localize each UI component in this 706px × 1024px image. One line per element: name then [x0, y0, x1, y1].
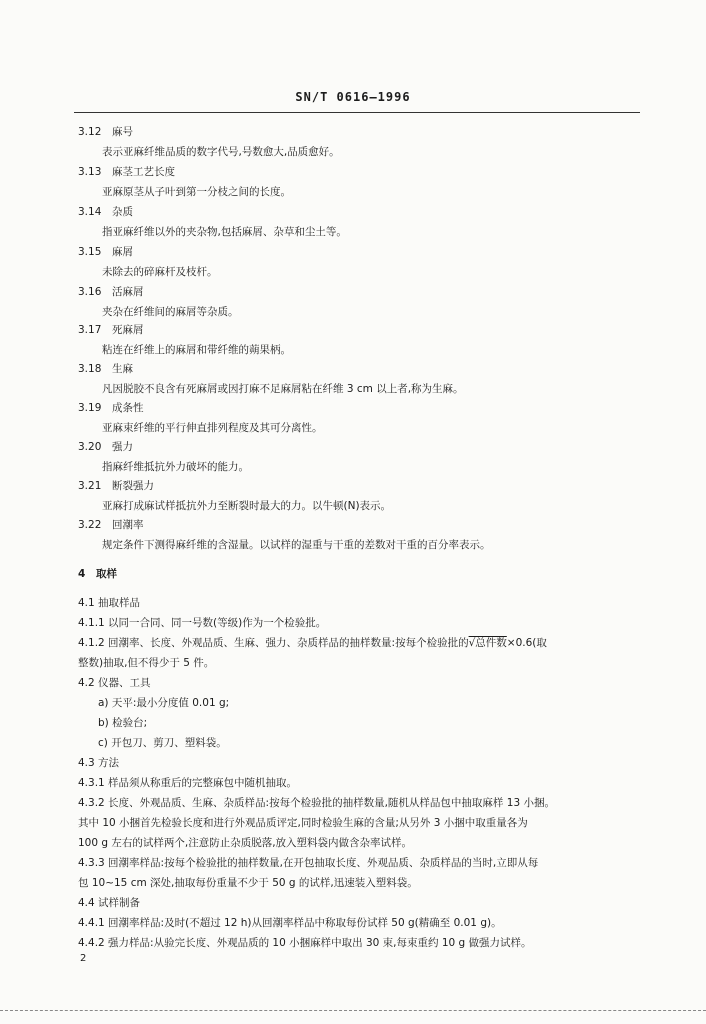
- term-3-18-title: 3.18 生麻: [78, 363, 133, 375]
- term-3-16-title: 3.16 活麻屑: [78, 286, 144, 298]
- term-3-15-title: 3.15 麻屑: [78, 246, 133, 258]
- clause-4-3-2-line-1: 4.3.2 长度、外观品质、生麻、杂质样品:按每个检验批的抽样数量,随机从样品包中抽取麻样 13 小捆。: [78, 797, 555, 809]
- term-3-19-definition: 亚麻束纤维的平行伸直排列程度及其可分离性。: [102, 422, 323, 434]
- term-3-14-definition: 指亚麻纤维以外的夹杂物,包括麻屑、杂草和尘土等。: [102, 226, 347, 238]
- bottom-border: [0, 1010, 706, 1012]
- term-3-16-definition: 夹杂在纤维间的麻屑等杂质。: [102, 306, 239, 318]
- clause-4-1-2-line-1: 4.1.2 回潮率、长度、外观品质、生麻、强力、杂质样品的抽样数量:按每个检验批的√总件数×0.6(取: [78, 637, 547, 649]
- clause-4-1: 4.1 抽取样品: [78, 597, 141, 609]
- term-3-21-definition: 亚麻打成麻试样抵抗外力至断裂时最大的力。以牛顿(N)表示。: [102, 500, 392, 512]
- clause-4-3-2-line-3: 100 g 左右的试样两个,注意防止杂质脱落,放入塑料袋内做含杂率试样。: [78, 837, 413, 849]
- term-3-17-title: 3.17 死麻屑: [78, 324, 144, 336]
- section-4-heading: 4 取样: [78, 568, 117, 580]
- term-3-13-title: 3.13 麻茎工艺长度: [78, 166, 175, 178]
- term-3-15-definition: 未除去的碎麻杆及枝杆。: [102, 266, 218, 278]
- term-3-12-definition: 表示亚麻纤维品质的数字代号,号数愈大,品质愈好。: [102, 146, 340, 158]
- clause-4-4-1: 4.4.1 回潮率样品:及时(不超过 12 h)从回潮率样品中称取每份试样 50 g(精确至 0.01 g)。: [78, 917, 502, 929]
- clause-4-4: 4.4 试样制备: [78, 897, 141, 909]
- page-number: 2: [80, 953, 87, 964]
- clause-4-2: 4.2 仪器、工具: [78, 677, 151, 689]
- term-3-12-title: 3.12 麻号: [78, 126, 133, 138]
- clause-4-2-b: b) 检验台;: [98, 717, 148, 729]
- term-3-17-definition: 粘连在纤维上的麻屑和带纤维的蒴果柄。: [102, 344, 291, 356]
- header-rule: [74, 112, 640, 113]
- clause-4-1-2-line-2: 整数)抽取,但不得少于 5 件。: [78, 657, 215, 669]
- clause-4-2-a: a) 天平:最小分度值 0.01 g;: [98, 697, 230, 709]
- clause-4-3-3-line-2: 包 10~15 cm 深处,抽取每份重量不少于 50 g 的试样,迅速装入塑料袋。: [78, 877, 418, 889]
- term-3-20-title: 3.20 强力: [78, 441, 133, 453]
- clause-4-1-1: 4.1.1 以同一合同、同一号数(等级)作为一个检验批。: [78, 617, 327, 629]
- standard-number-header: SN/T 0616—1996: [295, 90, 411, 104]
- clause-4-3-3-line-1: 4.3.3 回潮率样品:按每个检验批的抽样数量,在开包抽取长度、外观品质、杂质样品的当时,立即从每: [78, 857, 539, 869]
- clause-4-4-2: 4.4.2 强力样品:从验完长度、外观品质的 10 小捆麻样中取出 30 束,每束重约 10 g 做强力试样。: [78, 937, 532, 949]
- clause-4-3-1: 4.3.1 样品须从称重后的完整麻包中随机抽取。: [78, 777, 298, 789]
- clause-4-2-c: c) 开包刀、剪刀、塑料袋。: [98, 737, 227, 749]
- term-3-19-title: 3.19 成条性: [78, 402, 144, 414]
- term-3-14-title: 3.14 杂质: [78, 206, 133, 218]
- term-3-18-definition: 凡因脱胶不良含有死麻屑或因打麻不足麻屑粘在纤维 3 cm 以上者,称为生麻。: [102, 383, 464, 395]
- term-3-13-definition: 亚麻原茎从子叶到第一分枝之间的长度。: [102, 186, 291, 198]
- clause-4-3-2-line-2: 其中 10 小捆首先检验长度和进行外观品质评定,同时检验生麻的含量;从另外 3 小捆中取重量各为: [78, 817, 528, 829]
- term-3-20-definition: 指麻纤维抵抗外力破坏的能力。: [102, 461, 249, 473]
- clause-4-3: 4.3 方法: [78, 757, 120, 769]
- term-3-22-definition: 规定条件下测得麻纤维的含湿量。以试样的湿重与干重的差数对干重的百分率表示。: [102, 539, 491, 551]
- term-3-22-title: 3.22 回潮率: [78, 519, 144, 531]
- term-3-21-title: 3.21 断裂强力: [78, 480, 154, 492]
